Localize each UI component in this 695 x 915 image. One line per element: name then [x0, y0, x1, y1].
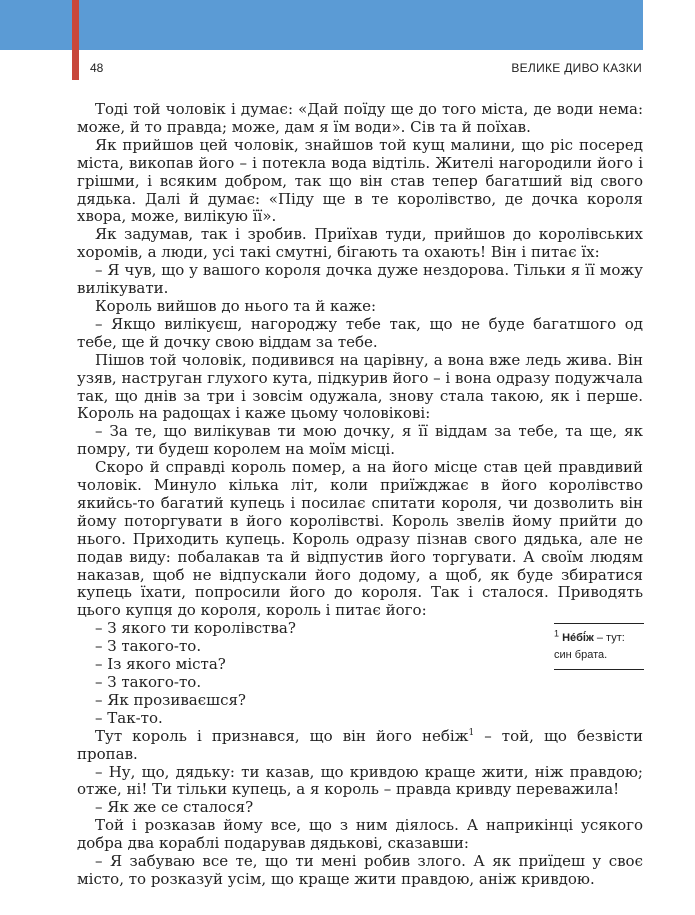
- story-text: [77, 101, 643, 889]
- paragraph: Як прийшов цей чоловік, знайшов той кущ малини, що ріс посеред міста, викопав його – і потекла вода відтіль. Жителі нагородили його і грішми, і всяким добром, так що він став тепер багатший від свого дядька. Далі й думає: «Піду ще в те королівство, де дочка короля хвора, може, вилікую її».: [77, 135, 643, 226]
- dialogue-line: – Як же се сталося?: [95, 798, 254, 817]
- page-number: 48: [90, 61, 104, 75]
- paragraph: Як задумав, так і зробив. Приїхав туди, прийшов до королівських хоромів, а люди, усі такі смутні, бігають та охають! Він і питає їх:: [77, 225, 643, 262]
- chapter-accent-bar: [72, 0, 79, 80]
- footnote-term: Нéбі́ж: [562, 632, 594, 644]
- dialogue-line: – З такого-то.: [95, 637, 202, 656]
- paragraph: Тоді той чоловік і думає: «Дай поїду ще до того міста, де води нема: може, й то правда; може, дам я їм води». Сів та й поїхав.: [77, 100, 643, 136]
- dialogue-line: – Я чув, що у вашого короля дочка дуже нездорова. Тільки я її можу вилікувати.: [77, 261, 643, 298]
- paragraph: Скоро й справді король помер, а на його місце став цей правдивий чоловік. Минуло кілька літ, коли приїжджає в його королівство якийсь-то багатий купець і посилає спитати короля, чи дозволить він йому поторгувати в його королівстві. Король звелів йому прийти до нього. Приходить купець. Король одразу пізнав свого дядька, але не подав виду: побалакав та й відпустив його торгувати. А своїм людям наказав, щоб не відпускали його додому, а щоб, як буде збиратися купець їхати, попросили його до короля. Так і сталося. Приводять цього купця до короля, король і питає його:: [77, 458, 643, 620]
- paragraph: [77, 728, 643, 764]
- paragraph: Той і розказав йому все, що з ним діялось. А наприкінці усякого добра два кораблі подарував дядькові, сказавши:: [77, 816, 643, 853]
- dialogue-line: – З такого-то.: [95, 673, 202, 691]
- footnote: [554, 623, 644, 670]
- header-color-band: [0, 0, 643, 50]
- dialogue-line: – Якщо вилікуєш, нагороджу тебе так, що не буде багатшого од тебе, ще й дочку свою віддам за тебе.: [77, 314, 643, 351]
- footnote-definition: – тут: син брата.: [554, 632, 625, 661]
- dialogue-line: – З якого ти королівства?: [95, 619, 296, 638]
- dialogue-line: – Із якого міста?: [95, 655, 226, 674]
- confession-text: Тут король і признався, що він його небіж: [95, 726, 469, 745]
- paragraph: Король вийшов до нього та й каже:: [95, 296, 377, 315]
- footnote-ref[interactable]: 1: [468, 727, 475, 738]
- dialogue-line: – За те, що вилікував ти мою дочку, я її віддам за тебе, та ще, як помру, ти будеш королем на моїм місці.: [77, 422, 643, 459]
- dialogue-line: – Як прозиваєшся?: [95, 690, 246, 709]
- dialogue-line: – Так-то.: [95, 708, 163, 727]
- running-head: ВЕЛИКЕ ДИВО КАЗКИ: [511, 61, 642, 75]
- dialogue-line: – Ну, що, дядьку: ти казав, що кривдою краще жити, ніж правдою; отже, ні! Ти тільки купець, а я король – правда кривду переважила!: [77, 762, 643, 799]
- confession-text-end: – той, що безвісти пропав.: [77, 726, 644, 763]
- paragraph: Пішов той чоловік, подивився на царівну, а вона вже ледь жива. Він узяв, наструган глухого кута, підкурив його – і вона одразу подужчала так, що днів за три і зовсім одужала, знову стала такою, як і перше. Король на радощах і каже цьому чоловікові:: [77, 350, 643, 423]
- footnote-marker: 1: [554, 628, 560, 639]
- dialogue-line: – Я забуваю все те, що ти мені робив злого. А як приїдеш у своє місто, то розказуй усім, що краще жити правдою, аніж кривдою.: [77, 852, 643, 888]
